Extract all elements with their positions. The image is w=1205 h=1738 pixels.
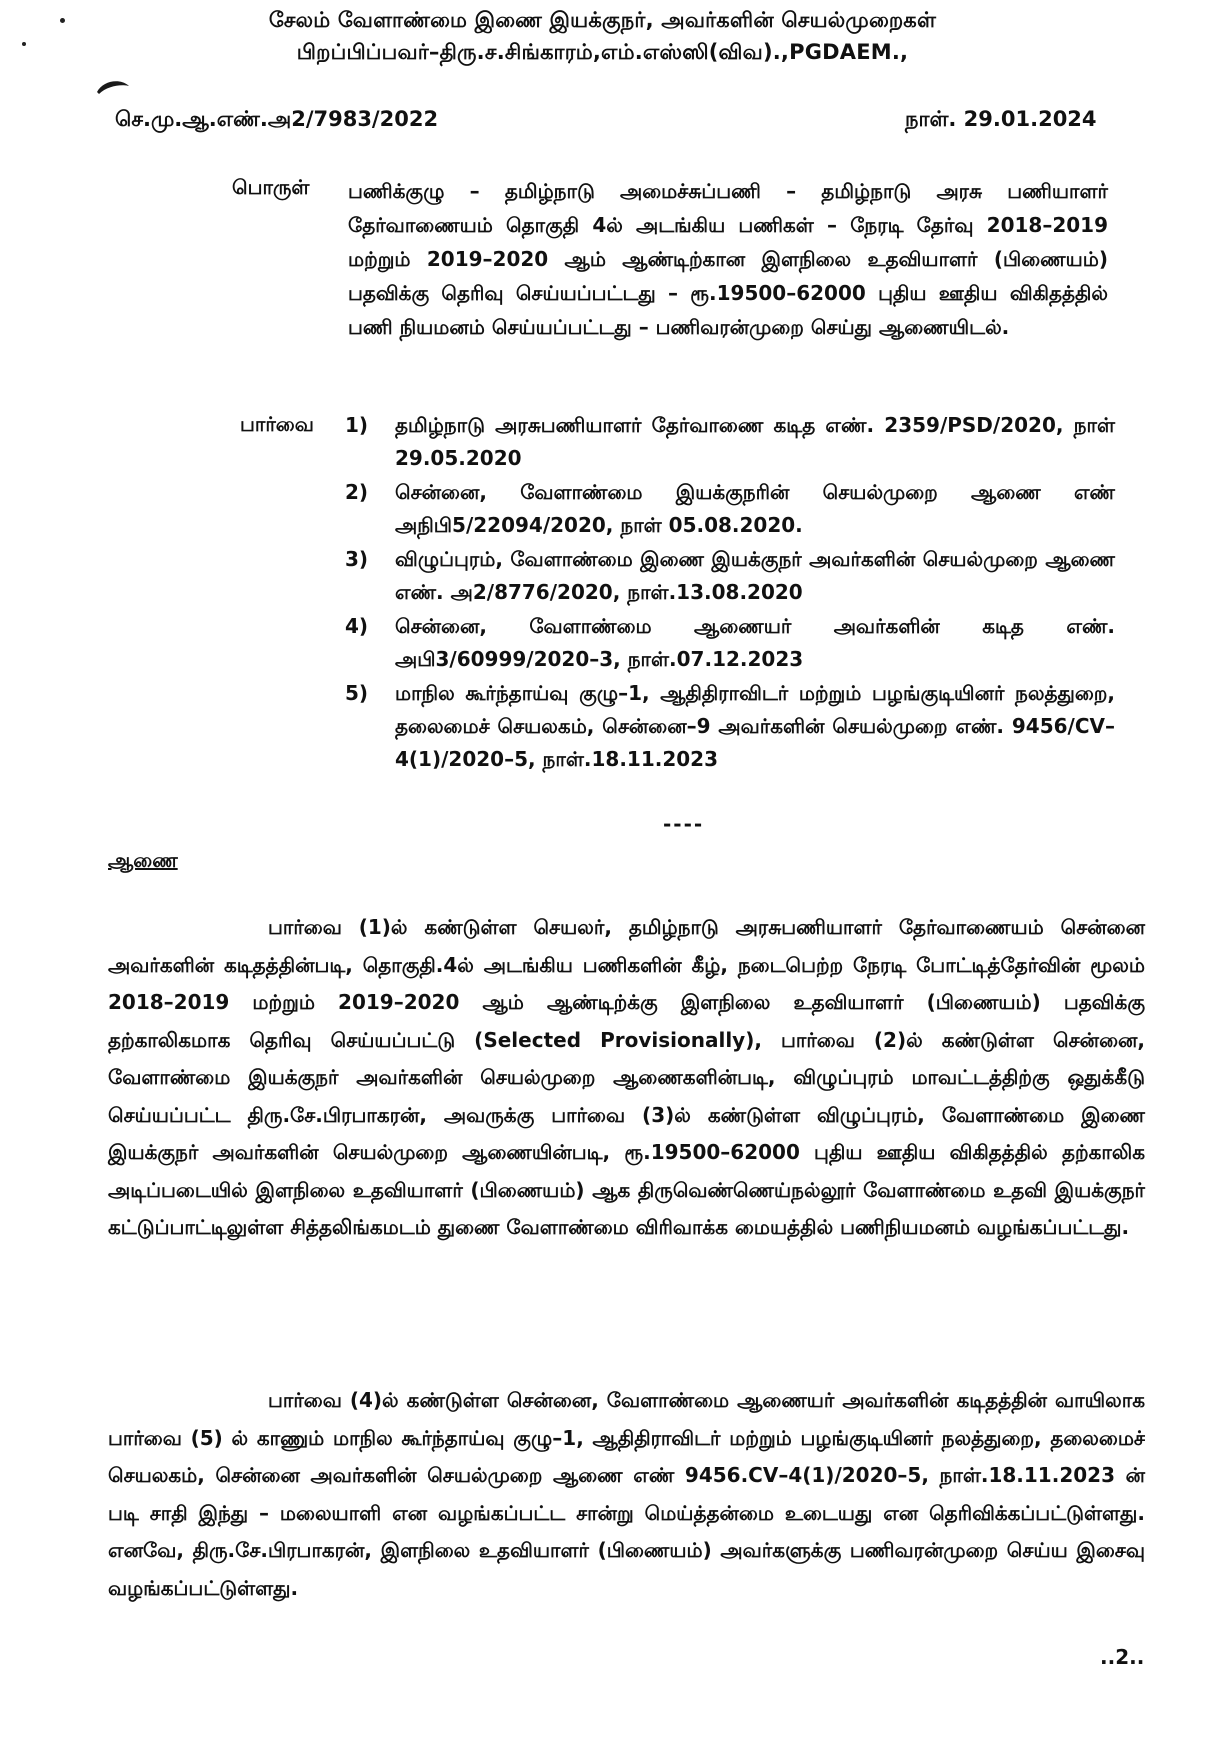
reference-item-number: 1) [345,413,369,437]
reference-item [345,476,1115,542]
references-list [345,409,1115,777]
subject-text: பணிக்குழு – தமிழ்நாடு அமைச்சுப்பணி – தமிழ்நாடு அரசு பணியாளர் தேர்வாணையம் தொகுதி 4ல் அடங்கிய பணிகள் – நேரடி தேர்வு 2018–2019 மற்றும் 2019–2020 ஆம் ஆண்டிற்கான இளநிலை உதவியாளர் (பிணையம்) பதவிக்கு தெரிவு செய்யப்பட்டது – ரூ.19500–62000 புதிய ஊதிய விகிதத்தில் பணி நியமனம் செய்யப்பட்டது – பணிவரன்முறை செய்து ஆணையிடல். [348,179,1108,339]
reference-item-number: 3) [345,547,369,571]
order-paragraph-1: பார்வை (1)ல் கண்டுள்ள செயலர், தமிழ்நாடு அரசுபணியாளர் தேர்வாணையம் சென்னை அவர்களின் கடிதத்தின்படி, தொகுதி.4ல் அடங்கிய பணிகளின் கீழ், நடைபெற்ற நேரடி போட்டித்தேர்வின் மூலம் 2018–2019 மற்றும் 2019–2020 ஆம் ஆண்டிற்க்கு இளநிலை உதவியாளர் (பிணையம்) பதவிக்கு தற்காலிகமாக தெரிவு செய்யப்பட்டு (Selected Provisionally), பார்வை (2)ல் கண்டுள்ள சென்னை, வேளாண்மை இயக்குநர் அவர்களின் செயல்முறை ஆணைகளின்படி, விழுப்புரம் மாவட்டத்திற்கு ஒதுக்கீடு செய்யப்பட்ட திரு.சே.பிரபாகரன், அவருக்கு பார்வை (3)ல் கண்டுள்ள விழுப்புரம், வேளாண்மை இணை இயக்குநர் அவர்களின் செயல்முறை ஆணையின்படி, ரூ.19500–62000 புதிய ஊதிய விகிதத்தில் தற்காலிக அடிப்படையில் இளநிலை உதவியாளர் (பிணையம்) ஆக திருவெண்ணெய்நல்லூர் வேளாண்மை உதவி இயக்குநர் கட்டுப்பாட்டிலுள்ள சித்தலிங்கமடம் துணை வேளாண்மை விரிவாக்க மையத்தில் பணிநியமனம் வழங்கப்பட்டது. [108,915,1145,1239]
reference-number: செ.மு.ஆ.எண்.அ2/7983/2022 [115,107,439,131]
reference-item-text: விழுப்புரம், வேளாண்மை இணை இயக்குநர் அவர்களின் செயல்முறை ஆணை எண். அ2/8776/2020, நாள்.13.08.2020 [395,547,1115,604]
reference-item [345,610,1115,676]
reference-item-number: 4) [345,614,369,638]
reference-item [345,409,1115,475]
reference-item-number: 5) [345,681,369,705]
reference-date: நாள். 29.01.2024 [905,107,1097,131]
ink-smudge [95,78,131,96]
reference-item-text: சென்னை, வேளாண்மை ஆணையர் அவர்களின் கடித எண். அபி3/60999/2020–3, நாள்.07.12.2023 [395,614,1115,671]
order-heading: ஆணை [108,848,178,872]
header-issuer: சேலம் வேளாண்மை இணை இயக்குநர், அவர்களின் செயல்முறைகள் [268,8,937,32]
reference-item-number: 2) [345,480,369,504]
reference-item [345,543,1115,609]
page-continuation-marker: ..2.. [1100,1645,1145,1669]
references-label: பார்வை [240,412,314,436]
header-signatory: பிறப்பிப்பவர்–திரு.ச.சிங்காரம்,எம்.எஸ்ஸி(விவ).,PGDAEM., [296,40,909,64]
reference-item [345,677,1115,776]
reference-item-text: சென்னை, வேளாண்மை இயக்குநரின் செயல்முறை ஆணை எண் அநிபி5/22094/2020, நாள் 05.08.2020. [395,480,1115,537]
subject-label: பொருள் [232,175,310,199]
reference-item-text: தமிழ்நாடு அரசுபணியாளர் தேர்வாணை கடித எண். 2359/PSD/2020, நாள் 29.05.2020 [395,413,1115,470]
order-paragraph-2: பார்வை (4)ல் கண்டுள்ள சென்னை, வேளாண்மை ஆணையர் அவர்களின் கடிதத்தின் வாயிலாக பார்வை (5) ல் காணும் மாநில கூர்ந்தாய்வு குழு–1, ஆதிதிராவிடர் மற்றும் பழங்குடியினர் நலத்துறை, தலைமைச் செயலகம், சென்னை அவர்களின் செயல்முறை ஆணை எண் 9456.CV–4(1)/2020–5, நாள்.18.11.2023 ன் படி சாதி இந்து – மலையாளி என வழங்கப்பட்ட சான்று மெய்த்தன்மை உடையது என தெரிவிக்கப்பட்டுள்ளது. எனவே, திரு.சே.பிரபாகரன், இளநிலை உதவியாளர் (பிணையம்) அவர்களுக்கு பணிவரன்முறை செய்ய இசைவு வழங்கப்பட்டுள்ளது. [108,1388,1145,1600]
reference-item-text: மாநில கூர்ந்தாய்வு குழு–1, ஆதிதிராவிடர் மற்றும் பழங்குடியினர் நலத்துறை, தலைமைச் செயலகம், சென்னை–9 அவர்களின் செயல்முறை எண். 9456/CV–4(1)/2020–5, நாள்.18.11.2023 [395,681,1115,771]
section-separator: ---- [663,812,705,836]
